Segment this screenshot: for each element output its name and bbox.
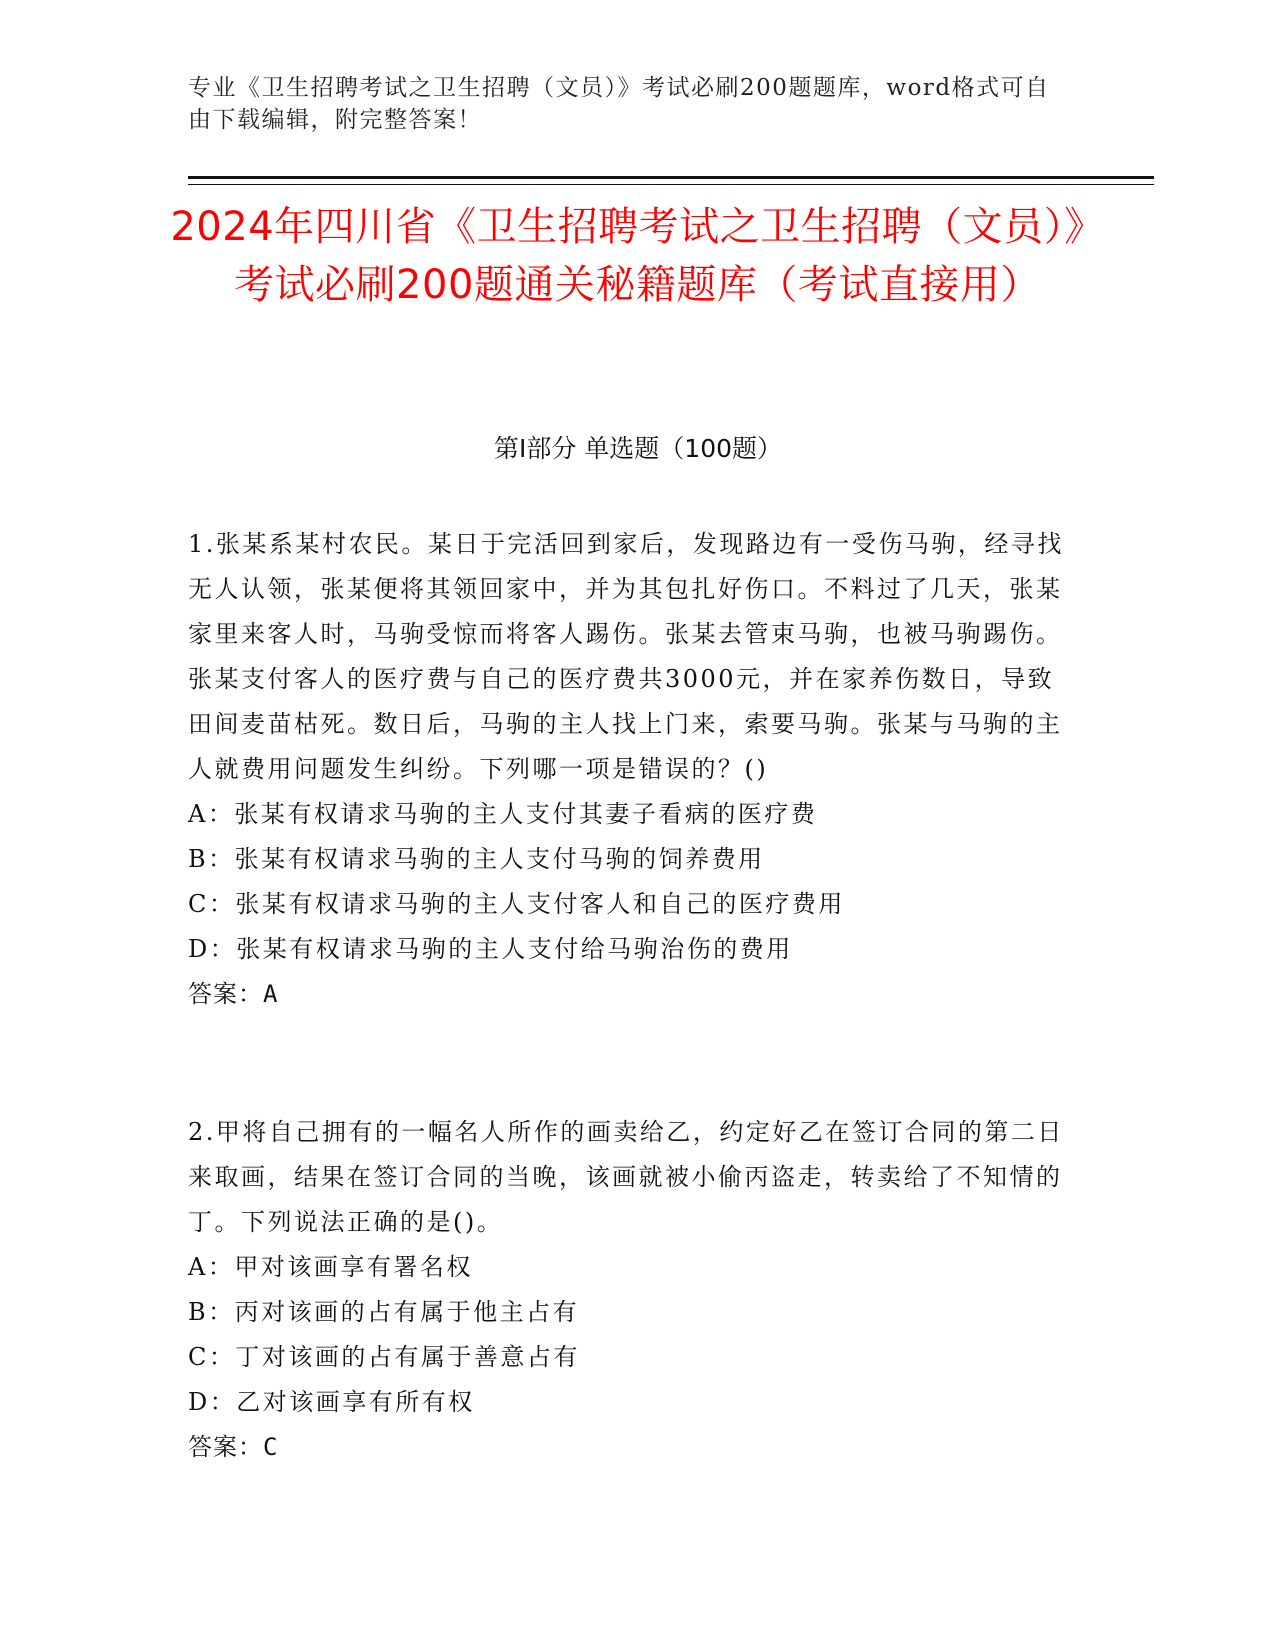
answer-value: A: [263, 980, 279, 1008]
header-rule-thin: [188, 184, 1154, 185]
option-a: A：张某有权请求马驹的主人支付其妻子看病的医疗费: [188, 800, 818, 828]
option-d: D：乙对该画享有所有权: [188, 1388, 475, 1416]
option-b: B：张某有权请求马驹的主人支付马驹的饲养费用: [188, 845, 765, 873]
question-text: 2.甲将自己拥有的一幅名人所作的画卖给乙，约定好乙在签订合同的第二日来取画，结果在签订合同的当晚，该画就被小偷丙盗走，转卖给了不知情的丁。下列说法正确的是()。: [188, 1118, 1064, 1236]
section-title: 第I部分 单选题（100题）: [493, 434, 783, 463]
answer-label: 答案：: [188, 1433, 263, 1461]
option-a: A：甲对该画享有署名权: [188, 1253, 473, 1281]
answer-label: 答案：: [188, 980, 263, 1008]
option-d: D：张某有权请求马驹的主人支付给马驹治伤的费用: [188, 935, 793, 963]
question-block: [188, 1110, 1068, 1470]
answer-value: C: [263, 1433, 279, 1461]
question-text: 1.张某系某村农民。某日于完活回到家后，发现路边有一受伤马驹，经寻找无人认领，张某便将其领回家中，并为其包扎好伤口。不料过了几天，张某家里来客人时，马驹受惊而将客人踢伤。张某去管束马驹，也被马驹踢伤。张某支付客人的医疗费与自己的医疗费共3000元，并在家养伤数日，导致田间麦苗枯死。数日后，马驹的主人找上门来，索要马驹。张某与马驹的主人就费用问题发生纠纷。下列哪一项是错误的？(): [188, 530, 1064, 783]
question-block: [188, 522, 1068, 1017]
option-b: B：丙对该画的占有属于他主占有: [188, 1298, 580, 1326]
answer-line: [188, 972, 1068, 1017]
option-c: C：丁对该画的占有属于善意占有: [188, 1343, 580, 1371]
answer-line: [188, 1425, 1068, 1470]
header-note: 专业《卫生招聘考试之卫生招聘（文员）》考试必刷200题题库，word格式可自由下载编辑，附完整答案！: [188, 75, 1050, 133]
option-c: C：张某有权请求马驹的主人支付客人和自己的医疗费用: [188, 890, 845, 918]
document-title: 2024年四川省《卫生招聘考试之卫生招聘（文员）》考试必刷200题通关秘籍题库（考试直接用）: [170, 204, 1105, 308]
header-rule-thick: [188, 176, 1154, 179]
